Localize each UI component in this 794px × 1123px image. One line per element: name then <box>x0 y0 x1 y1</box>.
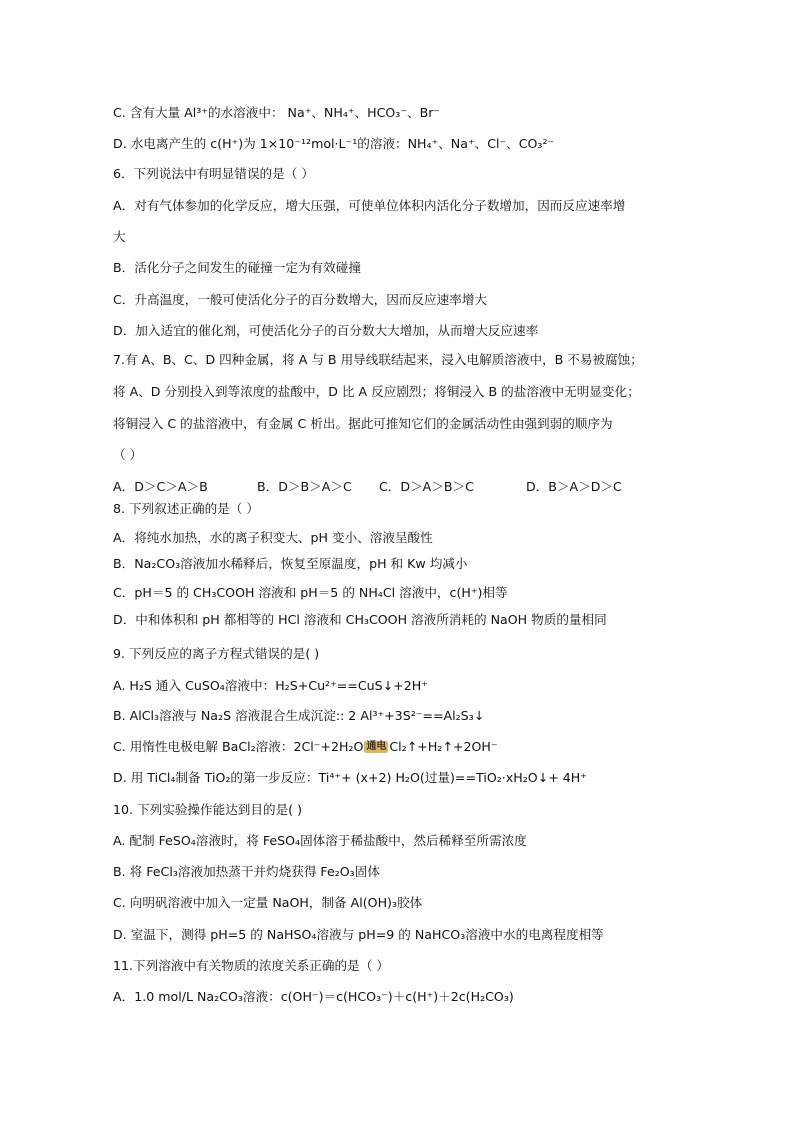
q6-option-b: B．活化分子之间发生的碰撞一定为有效碰撞 <box>113 260 361 275</box>
q7-option-b: B．D＞B＞A＞C <box>257 479 352 494</box>
q7-stem-line-3: 将铜浸入 C 的盐溶液中，有金属 C 析出。据此可推知它们的金属活动性由强到弱的顺序为 <box>113 416 613 431</box>
q6-option-d: D．加入适宜的催化剂，可使活化分子的百分数大大增加，从而增大反应速率 <box>113 323 539 338</box>
q7-answer-blank: （ ） <box>113 447 143 462</box>
q9-option-c-left: C. 用惰性电极电解 BaCl₂溶液：2Cl⁻+2H₂O <box>113 739 364 754</box>
q11-option-a: A．1.0 mol/L Na₂CO₃溶液：c(OH⁻)＝c(HCO₃⁻)＋c(H⁺)＋2c(H₂CO₃) <box>113 989 514 1004</box>
q6-option-c: C．升高温度，一般可使活化分子的百分数增大，因而反应速率增大 <box>113 292 488 307</box>
q5-option-d: D. 水电离产生的 c(H⁺)为 1×10⁻¹²mol·L⁻¹的溶液：NH₄⁺、Na⁺、Cl⁻、CO₃²⁻ <box>113 136 555 151</box>
q8-option-c: C．pH＝5 的 CH₃COOH 溶液和 pH＝5 的 NH₄Cl 溶液中，c(H⁺)相等 <box>113 585 508 600</box>
q7-option-a: A．D＞C＞A＞B <box>113 479 208 494</box>
q7-option-c: C．D＞A＞B＞C <box>379 479 474 494</box>
q8-option-a: A．将纯水加热，水的离子积变大、pH 变小、溶液呈酸性 <box>113 530 433 545</box>
q10-option-c: C. 向明矾溶液中加入一定量 NaOH，制备 Al(OH)₃胶体 <box>113 895 423 910</box>
q7-stem-line-1: 7.有 A、B、C、D 四种金属，将 A 与 B 用导线联结起来，浸入电解质溶液中，B 不易被腐蚀； <box>113 352 643 367</box>
q9-stem: 9. 下列反应的离子方程式错误的是( ) <box>113 646 320 661</box>
q9-option-b: B. AlCl₃溶液与 Na₂S 溶液混合生成沉淀:: 2 Al³⁺+3S²⁻==Al₂S₃↓ <box>113 708 485 723</box>
q11-stem: 11.下列溶液中有关物质的浓度关系正确的是（ ） <box>113 958 389 973</box>
q10-option-b: B. 将 FeCl₃溶液加热蒸干并灼烧获得 Fe₂O₃固体 <box>113 864 380 879</box>
q10-option-a: A. 配制 FeSO₄溶液时，将 FeSO₄固体溶于稀盐酸中，然后稀释至所需浓度 <box>113 833 527 848</box>
q10-stem: 10. 下列实验操作能达到目的是( ) <box>113 802 302 817</box>
q5-option-c: C. 含有大量 Al³⁺的水溶液中： Na⁺、NH₄⁺、HCO₃⁻、Br⁻ <box>113 105 441 120</box>
q7-options <box>113 481 734 494</box>
q7-stem-line-2: 将 A、D 分别投入到等浓度的盐酸中，D 比 A 反应剧烈；将铜浸入 B 的盐溶液中无明显变化； <box>113 384 640 399</box>
q8-stem: 8. 下列叙述正确的是（ ） <box>113 501 259 516</box>
q8-option-d: D．中和体积和 pH 都相等的 HCl 溶液和 CH₃COOH 溶液所消耗的 NaOH 物质的量相同 <box>113 612 607 627</box>
q7-option-d: D．B＞A＞D＞C <box>526 479 622 494</box>
q9-option-d: D. 用 TiCl₄制备 TiO₂的第一步反应：Ti⁴⁺+ (x+2) H₂O(过量)==TiO₂·xH₂O↓+ 4H⁺ <box>113 770 587 785</box>
q9-option-c-right: Cl₂↑+H₂↑+2OH⁻ <box>389 739 498 754</box>
q8-option-b: B．Na₂CO₃溶液加水稀释后，恢复至原温度，pH 和 Kw 均减小 <box>113 556 468 571</box>
q6-option-a-continued: 大 <box>113 229 126 244</box>
q9-option-a: A. H₂S 通入 CuSO₄溶液中：H₂S+Cu²⁺==CuS↓+2H⁺ <box>113 678 428 693</box>
q9-option-c <box>113 741 734 754</box>
q6-option-a: A．对有气体参加的化学反应，增大压强，可使单位体积内活化分子数增加，因而反应速率增 <box>113 198 626 213</box>
q10-option-d: D. 室温下，测得 pH=5 的 NaHSO₄溶液与 pH=9 的 NaHCO₃溶液中水的电离程度相等 <box>113 927 604 942</box>
q6-stem: 6．下列说法中有明显错误的是（ ） <box>113 166 314 181</box>
electrolysis-condition-label: 通电 <box>366 741 387 752</box>
